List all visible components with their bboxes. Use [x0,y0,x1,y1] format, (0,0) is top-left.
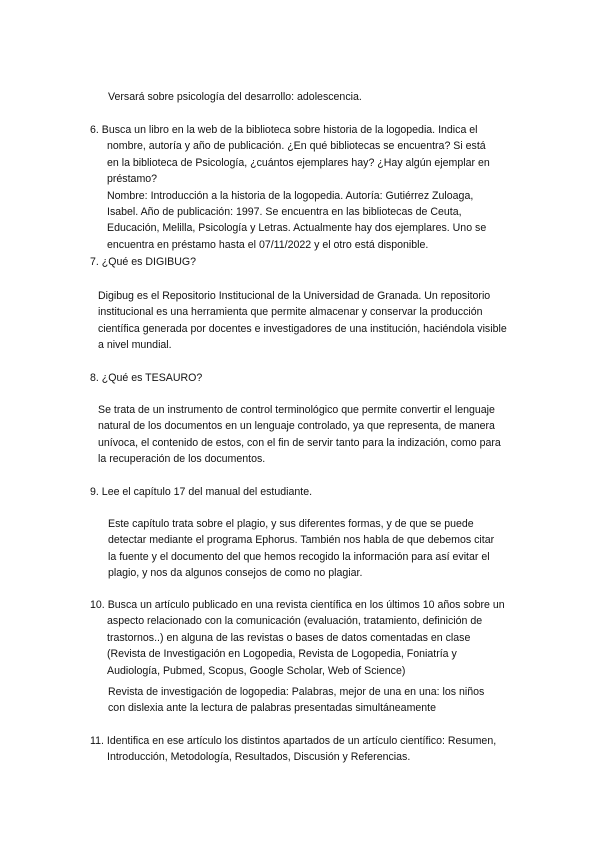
question-11-line-1 [90,733,496,749]
question-10-number: 10. [90,599,105,611]
question-7-number: 7. [90,256,99,268]
question-8 [90,370,202,386]
answer-6-line-1: Nombre: Introducción a la historia de la logopedia. Autoría: Gutiérrez Zuloaga, [107,189,474,202]
question-6 [90,122,490,253]
question-11-number: 11. [90,735,104,747]
question-6-line-3: en la biblioteca de Psicología, ¿cuántos ejemplares hay? ¿Hay algún ejemplar en [107,156,490,169]
question-10-line-2: aspecto relacionado con la comunicación (evaluación, tratamiento, definición de [107,615,483,628]
question-6-number: 6. [90,124,99,136]
question-11-text-1: Identifica en ese artículo los distintos apartados de un artículo científico: Resumen, [106,735,497,747]
answer-7-line-3: científica generada por docentes e investigadores de una institución, haciéndola visible [98,322,507,335]
answer-6-line-4: encuentra en préstamo hasta el 07/11/2022 y el otro está disponible. [107,238,429,251]
question-8-number: 8. [90,372,99,384]
answer-6-line-2: Isabel. Año de publicación: 1997. Se encuentra en las bibliotecas de Ceuta, [107,206,462,219]
question-6-line-1 [90,122,490,138]
question-6-text-1: Busca un libro en la web de la biblioteca sobre historia de la logopedia. Indica el [101,124,478,136]
answer-8-line-3: unívoca, el contenido de estos, con el fin de servir tanto para la indización, como para [98,436,501,449]
question-10 [90,597,505,679]
answer-8-line-2: natural de los documentos en un lenguaje controlado, ya que representa, de manera [98,420,495,433]
question-9 [90,484,312,500]
answer-8-line-4: la recuperación de los documentos. [98,453,266,466]
question-10-text-1: Busca un artículo publicado en una revista científica en los últimos 10 años sobre un [107,599,505,611]
question-10-line-3: trastornos..) en alguna de las revistas o bases de datos comentadas en clase [107,631,471,644]
answer-7-line-1: Digibug es el Repositorio Institucional de la Universidad de Granada. Un repositorio [98,290,491,302]
answer-10 [108,684,484,717]
intro-paragraph [108,89,362,105]
answer-6-line-3: Educación, Melilla, Psicología y Letras. Actualmente hay dos ejemplares. Uno se [107,222,487,235]
question-6-line-2: nombre, autoría y año de publicación. ¿En qué bibliotecas se encuentra? Si está [107,140,486,153]
answer-7-line-4: a nivel mundial. [98,339,172,352]
question-11-line-2: Introducción, Metodología, Resultados, Discusión y Referencias. [107,751,411,764]
question-11 [90,733,496,766]
question-10-line-1 [90,597,505,613]
answer-9-line-1: Este capítulo trata sobre el plagio, y sus diferentes formas, y de que se puede [108,518,474,530]
answer-9 [108,516,494,582]
answer-9-line-2: detectar mediante el programa Ephorus. También nos habla de que debemos citar [108,534,495,547]
answer-9-line-4: plagio, y nos da algunos consejos de como no plagiar. [108,567,363,580]
answer-10-line-1: Revista de investigación de logopedia: Palabras, mejor de una en una: los niños [108,686,485,698]
question-10-line-4: (Revista de Investigación en Logopedia, Revista de Logopedia, Foniatría y [107,648,457,661]
question-10-line-5: Audiología, Pubmed, Scopus, Google Scholar, Web of Science) [107,664,406,677]
answer-9-line-3: la fuente y el documento del que hemos recogido la información para así evitar el [108,550,490,563]
answer-10-line-2: con dislexia ante la lectura de palabras presentadas simultáneamente [108,702,437,715]
intro-text: Versará sobre psicología del desarrollo: adolescencia. [108,91,362,103]
question-7 [90,254,196,270]
question-9-text: Lee el capítulo 17 del manual del estudiante. [101,486,313,498]
question-6-line-4: préstamo? [107,173,158,186]
question-8-text: ¿Qué es TESAURO? [101,372,203,384]
answer-7 [98,288,507,354]
question-7-text: ¿Qué es DIGIBUG? [101,256,196,268]
answer-8-line-1: Se trata de un instrumento de control terminológico que permite convertir el lenguaje [98,404,495,416]
answer-7-line-2: institucional es una herramienta que permite almacenar y conservar la producción [98,306,483,319]
answer-8 [98,402,501,468]
question-9-number: 9. [90,486,99,498]
